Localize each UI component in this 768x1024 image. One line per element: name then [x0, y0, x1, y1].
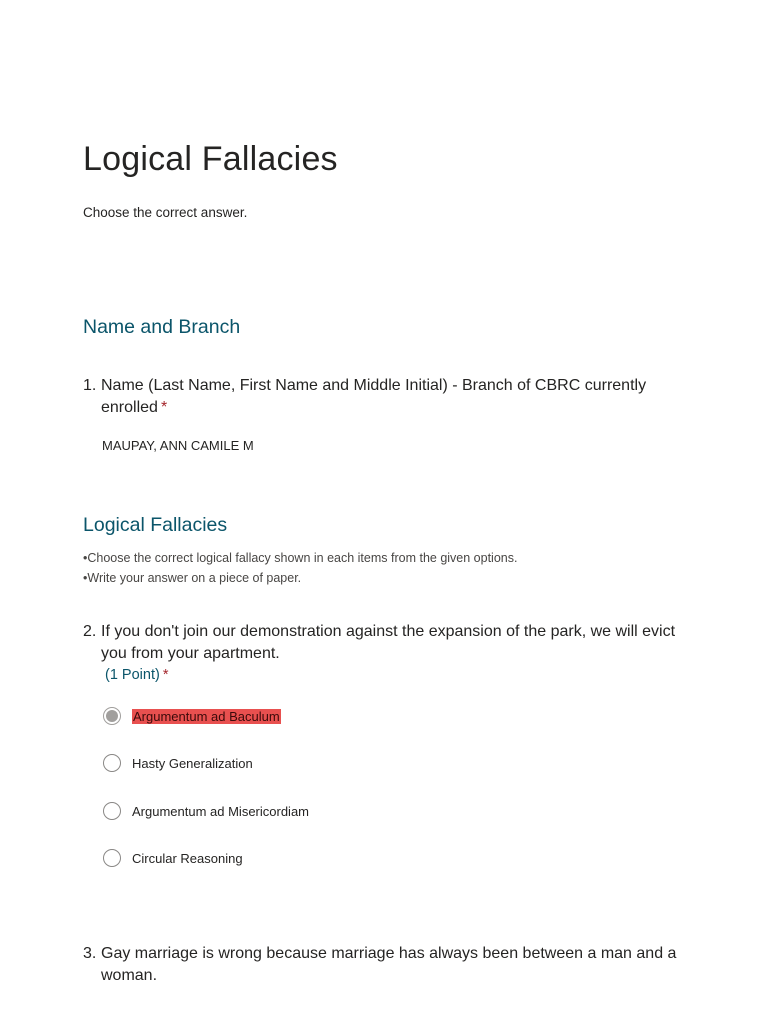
question-1 [83, 375, 693, 419]
question-text [101, 375, 693, 419]
form-title: Logical Fallacies [83, 140, 338, 178]
question-2 [83, 621, 693, 685]
option-label: Circular Reasoning [132, 850, 243, 866]
question-number: 2. [83, 623, 97, 640]
option-label: Hasty Generalization [132, 755, 253, 771]
option-hasty-generalization[interactable] [103, 752, 253, 774]
option-label: Argumentum ad Baculum [133, 708, 280, 724]
question-number: 3. [83, 945, 97, 962]
question-text: If you don't join our demonstration against the expansion of the park, we will evict you from your apartment. [101, 623, 676, 662]
instruction-line: •Write your answer on a piece of paper. [83, 570, 302, 585]
option-label: Argumentum ad Misericordiam [132, 803, 310, 819]
answer-text: MAUPAY, ANN CAMILE M [102, 438, 254, 453]
radio-icon[interactable] [103, 754, 121, 772]
radio-icon[interactable] [103, 849, 121, 867]
section-title-name-and-branch: Name and Branch [83, 316, 241, 338]
radio-selected-icon[interactable] [103, 707, 121, 725]
question-points [105, 665, 693, 685]
option-argumentum-ad-baculum[interactable] [103, 705, 281, 727]
question-number: 1. [83, 377, 97, 394]
radio-icon[interactable] [103, 802, 121, 820]
required-marker: * [162, 667, 169, 683]
question-text-label: Name (Last Name, First Name and Middle Initial) - Branch of CBRC currently enrolled [101, 377, 647, 416]
question-3 [83, 943, 693, 987]
option-circular-reasoning[interactable] [103, 847, 243, 869]
question-text: Gay marriage is wrong because marriage has always been between a man and a woman. [101, 945, 677, 984]
instruction-line: •Choose the correct logical fallacy shown in each items from the given options. [83, 551, 518, 565]
section-title-logical-fallacies: Logical Fallacies [83, 514, 228, 536]
form-description: Choose the correct answer. [83, 205, 248, 220]
required-marker: * [160, 399, 168, 416]
points-label: (1 Point) [105, 667, 160, 683]
option-argumentum-ad-misericordiam[interactable] [103, 800, 309, 822]
section-instructions [83, 549, 517, 588]
